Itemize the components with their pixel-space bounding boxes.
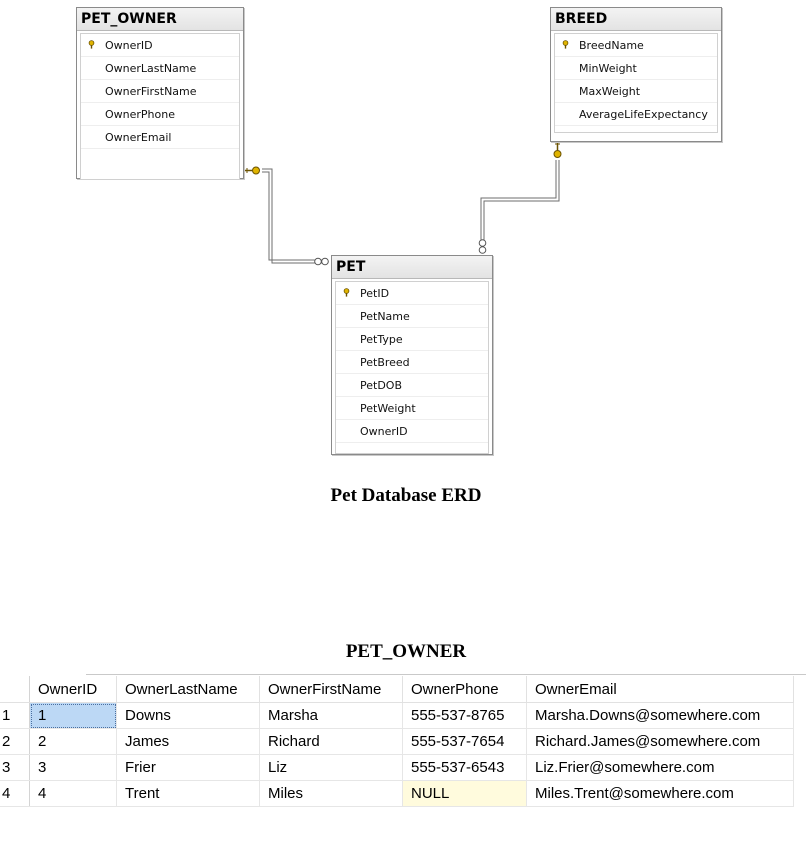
entity-column[interactable] — [81, 57, 239, 80]
entity-column[interactable] — [336, 282, 488, 305]
row-number-header[interactable] — [0, 676, 30, 703]
table-cell[interactable]: Frier — [117, 755, 260, 781]
table-cell[interactable]: 1 — [30, 703, 117, 729]
column-name: OwnerEmail — [105, 130, 172, 144]
breed-entity-title: BREED — [551, 8, 721, 31]
entity-column[interactable] — [81, 80, 239, 103]
table-cell[interactable]: Downs — [117, 703, 260, 729]
column-name: PetBreed — [360, 355, 410, 369]
results-grid[interactable] — [0, 676, 812, 807]
entity-column[interactable] — [555, 103, 717, 126]
entity-column[interactable] — [81, 34, 239, 57]
entity-column[interactable] — [336, 397, 488, 420]
row-number[interactable]: 1 — [0, 703, 30, 729]
breed-pet-relationship — [481, 160, 559, 240]
table-row[interactable] — [0, 755, 794, 781]
column-name: OwnerID — [105, 38, 153, 52]
column-header[interactable]: OwnerFirstName — [260, 676, 403, 703]
table-cell[interactable]: Trent — [117, 781, 260, 807]
pet-columns — [335, 281, 489, 454]
table-cell[interactable]: 3 — [30, 755, 117, 781]
column-name: OwnerLastName — [105, 61, 197, 75]
column-name: PetWeight — [360, 401, 416, 415]
entity-empty-row — [555, 126, 717, 132]
entity-column[interactable] — [336, 374, 488, 397]
entity-empty-row — [81, 149, 239, 179]
column-name: OwnerPhone — [105, 107, 175, 121]
entity-column[interactable] — [81, 126, 239, 149]
entity-column[interactable] — [555, 80, 717, 103]
column-name: OwnerFirstName — [105, 84, 197, 98]
primary-key-icon — [555, 34, 579, 56]
column-name: PetDOB — [360, 378, 402, 392]
breed-entity[interactable] — [550, 7, 722, 142]
breed-one-end-key-icon — [554, 142, 561, 158]
entity-empty-row — [336, 443, 488, 453]
pet-owner-entity[interactable] — [76, 7, 244, 179]
table-cell[interactable]: James — [117, 729, 260, 755]
owner-one-end-key-icon — [245, 167, 260, 174]
results-pane-divider — [86, 674, 806, 675]
column-header[interactable]: OwnerEmail — [527, 676, 794, 703]
table-cell[interactable]: 4 — [30, 781, 117, 807]
entity-column[interactable] — [336, 420, 488, 443]
column-name: MaxWeight — [579, 84, 641, 98]
table-cell[interactable]: Liz — [260, 755, 403, 781]
entity-column[interactable] — [555, 57, 717, 80]
table-cell[interactable]: Marsha — [260, 703, 403, 729]
pet-entity-title: PET — [332, 256, 492, 279]
table-row[interactable] — [0, 781, 794, 807]
column-name: BreedName — [579, 38, 644, 52]
row-number[interactable]: 3 — [0, 755, 30, 781]
header-row — [0, 676, 794, 703]
column-header[interactable]: OwnerLastName — [117, 676, 260, 703]
table-cell[interactable]: 555-537-7654 — [403, 729, 527, 755]
column-name: PetID — [360, 286, 390, 300]
column-name: PetName — [360, 309, 410, 323]
table-cell[interactable]: Liz.Frier@somewhere.com — [527, 755, 794, 781]
row-number[interactable]: 2 — [0, 729, 30, 755]
primary-key-icon — [336, 282, 360, 304]
entity-column[interactable] — [336, 305, 488, 328]
results-title: PET_OWNER — [345, 641, 467, 662]
column-name: AverageLifeExpectancy — [579, 107, 708, 121]
column-name: MinWeight — [579, 61, 637, 75]
breed-many-end-infinity-icon — [479, 240, 486, 254]
primary-key-icon — [81, 34, 105, 56]
erd-caption: Pet Database ERD — [330, 485, 482, 506]
table-row[interactable] — [0, 703, 794, 729]
breed-columns — [554, 33, 718, 133]
pet-owner-columns — [80, 33, 240, 180]
row-number[interactable]: 4 — [0, 781, 30, 807]
table-cell[interactable]: Richard.James@somewhere.com — [527, 729, 794, 755]
pet-entity[interactable] — [331, 255, 493, 455]
entity-column[interactable] — [336, 351, 488, 374]
table-cell[interactable]: Miles.Trent@somewhere.com — [527, 781, 794, 807]
table-cell-null[interactable]: NULL — [403, 781, 527, 807]
column-header[interactable]: OwnerPhone — [403, 676, 527, 703]
entity-column[interactable] — [336, 328, 488, 351]
entity-column[interactable] — [81, 103, 239, 126]
column-header[interactable]: OwnerID — [30, 676, 117, 703]
owner-many-end-infinity-icon — [315, 258, 329, 265]
table-cell[interactable]: Miles — [260, 781, 403, 807]
table-cell[interactable]: 555-537-8765 — [403, 703, 527, 729]
owner-pet-relationship — [262, 169, 322, 263]
entity-column[interactable] — [555, 34, 717, 57]
table-cell[interactable]: 2 — [30, 729, 117, 755]
results-table — [0, 676, 794, 807]
table-cell[interactable]: Marsha.Downs@somewhere.com — [527, 703, 794, 729]
pet-owner-entity-title: PET_OWNER — [77, 8, 243, 31]
table-cell[interactable]: 555-537-6543 — [403, 755, 527, 781]
table-row[interactable] — [0, 729, 794, 755]
column-name: PetType — [360, 332, 403, 346]
table-cell[interactable]: Richard — [260, 729, 403, 755]
column-name: OwnerID — [360, 424, 408, 438]
